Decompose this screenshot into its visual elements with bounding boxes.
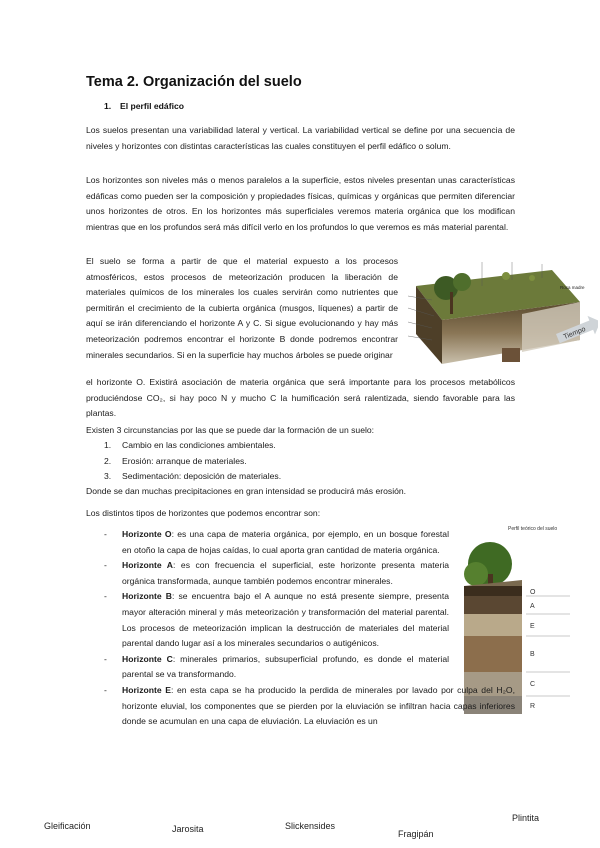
paragraph-3a: El suelo se forma a partir de que el material expuesto a los procesos atmosféricos, estos procesos de meteorización producen la liberación de materiales químicos de los minerales los cuales servirán como nutrientes que permitirán el crecimiento de la cubierta orgánica (musgos, líquenes) a partir de aquí se irán diferenciando el horizonte A y C. Si sigue evolucionando y hay más meteorización podremos encontrar el horizonte B donde podremos encontrar minerales secundarios. Si en la superficie hay muchos árboles se puede originar	[86, 256, 398, 360]
paragraph-2: Los horizontes son niveles más o menos paralelos a la superficie, estos niveles presentan unas características edáficas como pueden ser la composición y propiedades físicas, químicas y orgánicas que permiten diferenciar unos horizontes de otros. En los horizontes más superficiales veremos materia orgánica que los modifican mientras que en los profundos será más difícil verlo en los profundos lo que veremos es más material parental.	[86, 175, 515, 232]
section-heading	[104, 101, 184, 111]
list-item: - Horizonte C: minerales primarios, subsuperficial profundo, es donde el material parental se va transformando.	[104, 653, 450, 680]
section-number: 1.	[104, 101, 112, 111]
list-item: - Horizonte E: en esta capa se ha producido la perdida de minerales por lavado por culpa del H₂O, horizonte eluvial, los componentes que se pierden por la eluviación se infiltran hacia capas inferiores donde se acumulan en una capa de eluviación. La eluviación es un	[104, 684, 515, 727]
time-label: Tiempo	[562, 325, 587, 342]
horizons-list	[104, 527, 515, 730]
list-item: 1. Cambio en las condiciones ambientales.	[104, 440, 276, 450]
note-jarosita: Jarosita	[172, 824, 204, 834]
circumstances-list	[104, 438, 281, 485]
horizon-letter-b: B	[530, 651, 535, 658]
note-fragipan: Fragipán	[398, 829, 434, 839]
horizon-letter-e: E	[530, 623, 535, 630]
paragraph-3b: el horizonte O. Existirá asociación de materia orgánica que será importante para los procesos metabólicos produciéndose CO₂, si hay poco N y mucho C la humificación será ralentizada, siendo favorable para las plantas.	[86, 377, 515, 419]
horizon-letter-r: R	[530, 703, 536, 710]
tree-trunk	[450, 292, 453, 314]
paragraph-5: Donde se dan muchas precipitaciones en gran intensidad se producirá más erosión.	[86, 486, 407, 496]
list-item: - Horizonte A: es con frecuencia el superficial, este horizonte presenta materia orgánica transformada, aunque también podemos encontrar minerales.	[104, 560, 450, 586]
shrub-2	[529, 275, 535, 281]
paragraph-1: Los suelos presentan una variabilidad lateral y vertical. La variabilidad vertical se define por una secuencia de niveles y horizontes con distintas características las cuales constituyen el perfil edáfico o solum.	[86, 125, 515, 151]
horizon-letter-a: A	[530, 603, 535, 610]
horizon-letter-c: C	[530, 681, 536, 688]
paragraph-6: Los distintos tipos de horizontes que podemos encontrar son:	[86, 508, 321, 518]
note-slickensides: Slickensides	[285, 821, 336, 831]
page-title: Tema 2. Organización del suelo	[86, 74, 302, 90]
tree-canopy-2	[453, 273, 471, 291]
horizon-letter-o: O	[530, 589, 536, 596]
note-gleificacion: Gleificación	[44, 821, 91, 831]
soil-formation-illustration	[402, 256, 598, 376]
section-label: El perfil edáfico	[120, 101, 184, 111]
list-item: - Horizonte O: es una capa de materia orgánica, por ejemplo, en un bosque forestal en otoño la capa de hojas caídas, lo cual aporta gran cantidad de materia orgánica.	[104, 529, 449, 555]
paragraph-4: Existen 3 circunstancias por las que se puede dar la formación de un suelo:	[86, 425, 375, 435]
rock-sample	[502, 348, 520, 362]
shrub	[502, 272, 510, 280]
figure-caption: Perfil teórico del suelo	[508, 526, 558, 532]
list-item: - Horizonte B: se encuentra bajo el A aunque no está presente siempre, presenta mayor alteración mineral y más meteorización y transformación del material parental. Los procesos de meteorización implican la destrucción de materiales del material parental dando lugar así a los minerales secundarios o autigénicos.	[104, 591, 449, 649]
rock-label: Roca madre	[560, 285, 585, 290]
note-plintita: Plintita	[512, 813, 540, 823]
list-item: 3. Sedimentación: deposición de materiales.	[104, 471, 282, 482]
list-item: 2. Erosión: arranque de materiales.	[104, 455, 247, 466]
